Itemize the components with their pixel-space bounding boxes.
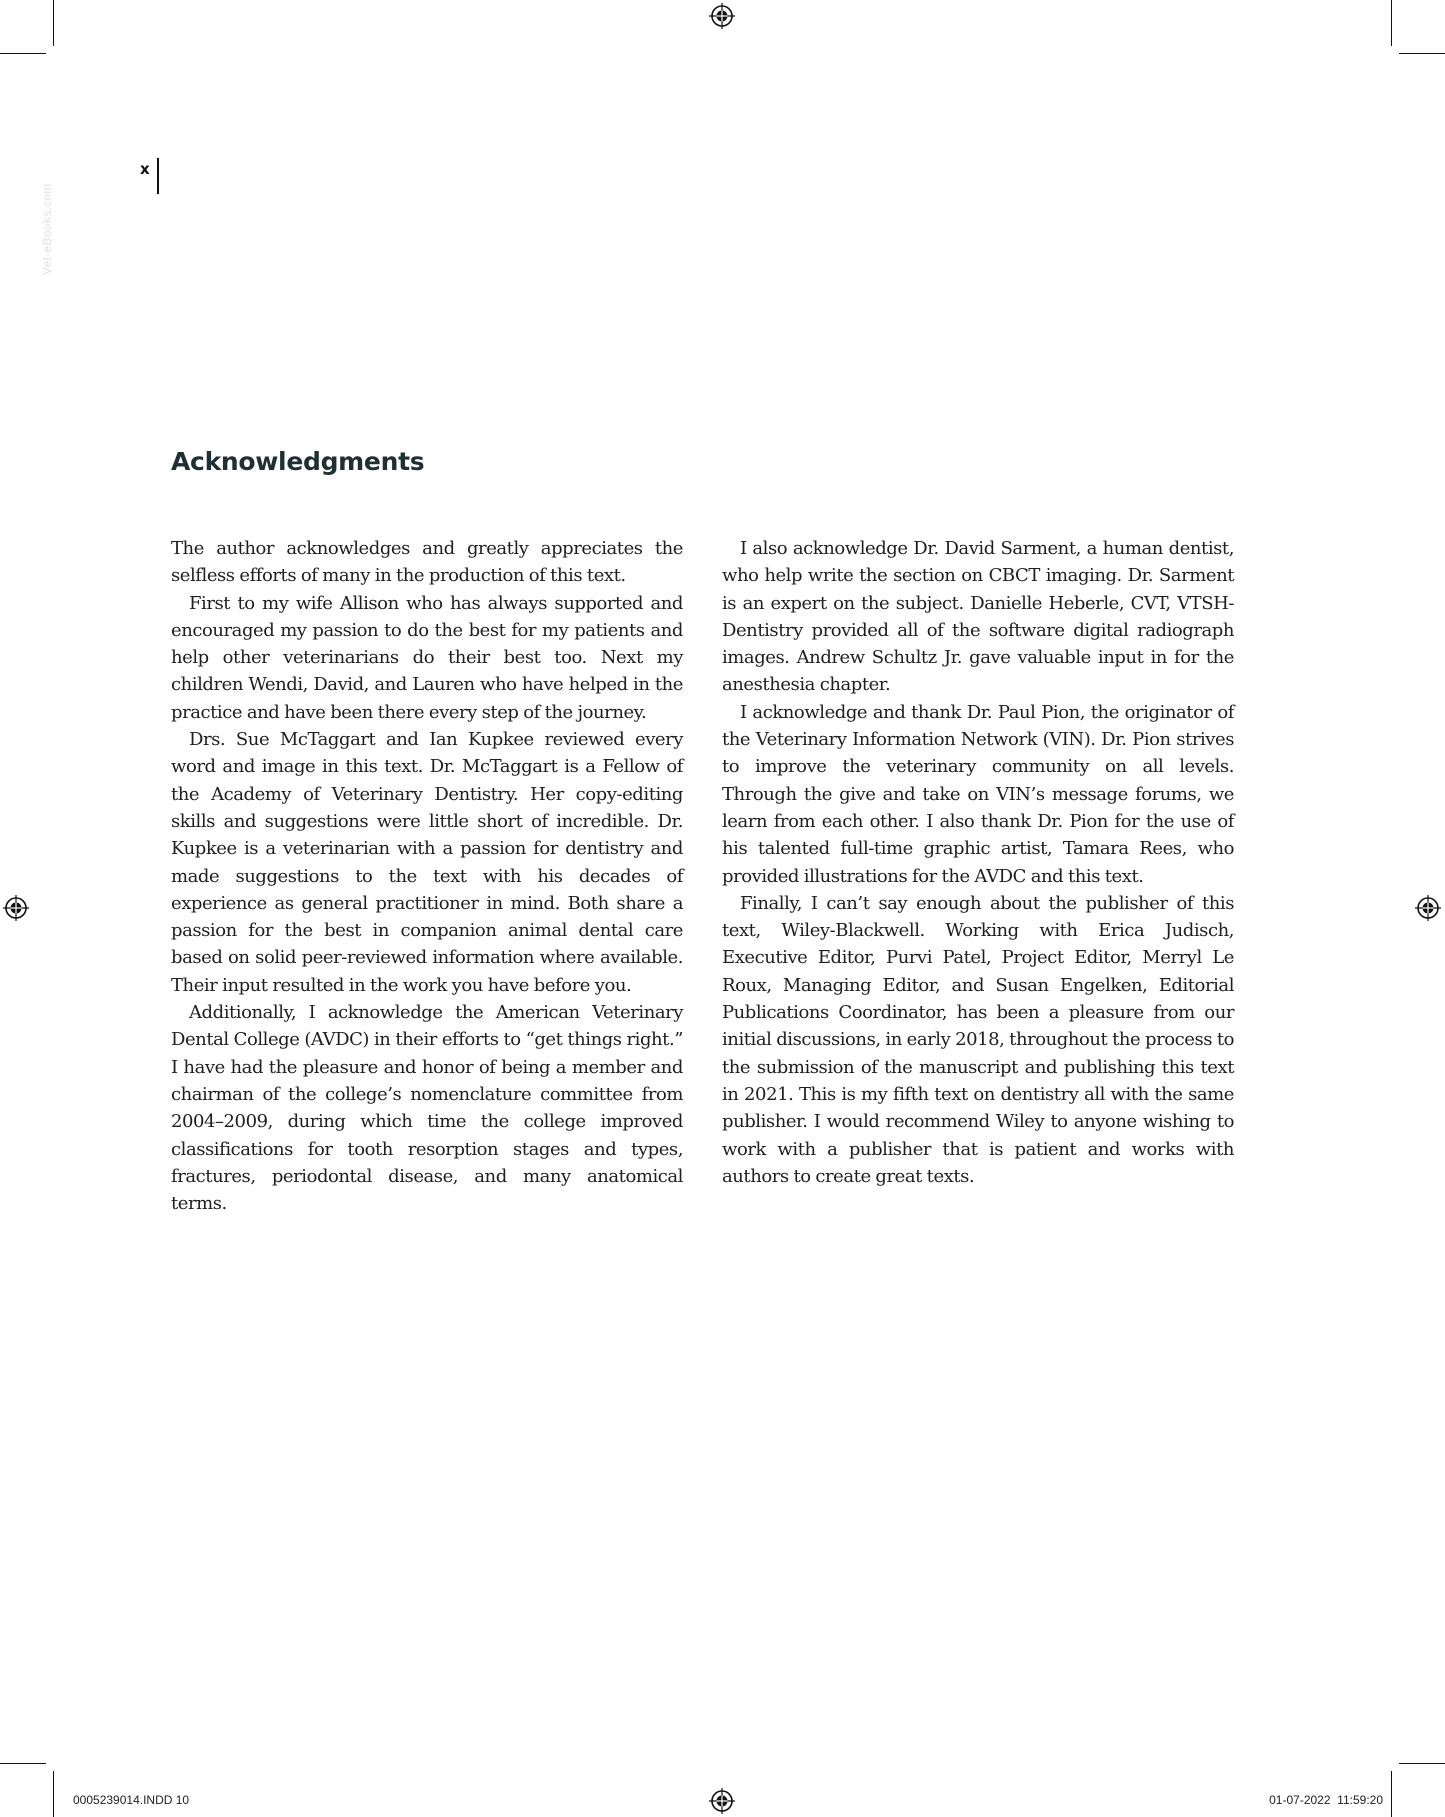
page-number: x [140,160,150,178]
registration-mark-top-icon [709,3,735,29]
paragraph: Drs. Sue McTaggart and Ian Kupkee reviewed every word and image in this text. Dr. McTaggart is a Fellow of the Academy of Veterinary Dentistry. Her copy-editing skills and suggestions were little short of incredible. Dr. Kupkee is a veterinarian with a passion for dentistry and made suggestions to the text with his decades of experience as general practitioner in mind. Both share a passion for the best in companion animal dental care based on solid peer-reviewed information where available. Their input resulted in the work you have before you. [171,729,683,996]
paragraph: First to my wife Allison who has always supported and encouraged my passion to do the best for my patients and help other veterinarians do their best too. Next my children Wendi, David, and Lauren who have helped in the practice and have been there every step of the journey. [171,592,683,723]
paragraph: The author acknowledges and greatly appreciates the selfless efforts of many in the production of this text. [171,538,683,587]
crop-mark-bottom-right-horizontal [1399,1763,1445,1764]
paragraph: Additionally, I acknowledge the American Veterinary Dental College (AVDC) in their efforts to “get things right.” I have had the pleasure and honor of being a member and chairman of the college’s nomenclature committee from 2004–2009, during which time the college improved classifications for tooth resorption stages and types, fractures, periodontal disease, and many anatomical terms. [171,1002,683,1215]
crop-mark-top-right-vertical [1391,0,1392,46]
page-number-rule [157,158,159,194]
left-column [171,535,683,1217]
crop-mark-top-left-vertical [53,0,54,46]
registration-mark-left-icon [3,895,29,921]
right-column [722,535,1234,1190]
crop-mark-top-left-horizontal [0,53,46,54]
watermark: Vet-eBooks.com [40,183,54,275]
slug-filename: 0005239014.INDD 10 [73,1793,190,1807]
paragraph: Finally, I can’t say enough about the publisher of this text, Wiley-Blackwell. Working with Erica Judisch, Executive Editor, Purvi Patel, Project Editor, Merryl Le Roux, Managing Editor, and Susan Engelken, Editorial Publications Coordinator, has been a pleasure from our initial discussions, in early 2018, throughout the process to the submission of the manuscript and publishing this text in 2021. This is my fifth text on dentistry all with the same publisher. I would recommend Wiley to anyone wishing to work with a publisher that is patient and works with authors to create great texts. [722,892,1234,1187]
registration-mark-right-icon [1415,895,1441,921]
crop-mark-top-right-horizontal [1399,53,1445,54]
registration-mark-bottom-icon [709,1788,735,1814]
page-title: Acknowledgments [171,447,425,476]
crop-mark-bottom-left-horizontal [0,1763,46,1764]
crop-mark-bottom-right-vertical [1391,1771,1392,1817]
paragraph: I also acknowledge Dr. David Sarment, a human dentist, who help write the section on CBCT imaging. Dr. Sarment is an expert on the subject. Danielle Heberle, CVT, VTSH-Dentistry provided all of the software digital radiograph images. Andrew Schultz Jr. gave valuable input in for the anesthesia chapter. [722,538,1234,696]
slug-timestamp: 01-07-2022 11:59:20 [1269,1793,1383,1807]
crop-mark-bottom-left-vertical [53,1771,54,1817]
paragraph: I acknowledge and thank Dr. Paul Pion, the originator of the Veterinary Information Network (VIN). Dr. Pion strives to improve the veterinary community on all levels. Through the give and take on VIN’s message forums, we learn from each other. I also thank Dr. Pion for the use of his talented full-time graphic artist, Tamara Rees, who provided illustrations for the AVDC and this text. [722,701,1234,887]
